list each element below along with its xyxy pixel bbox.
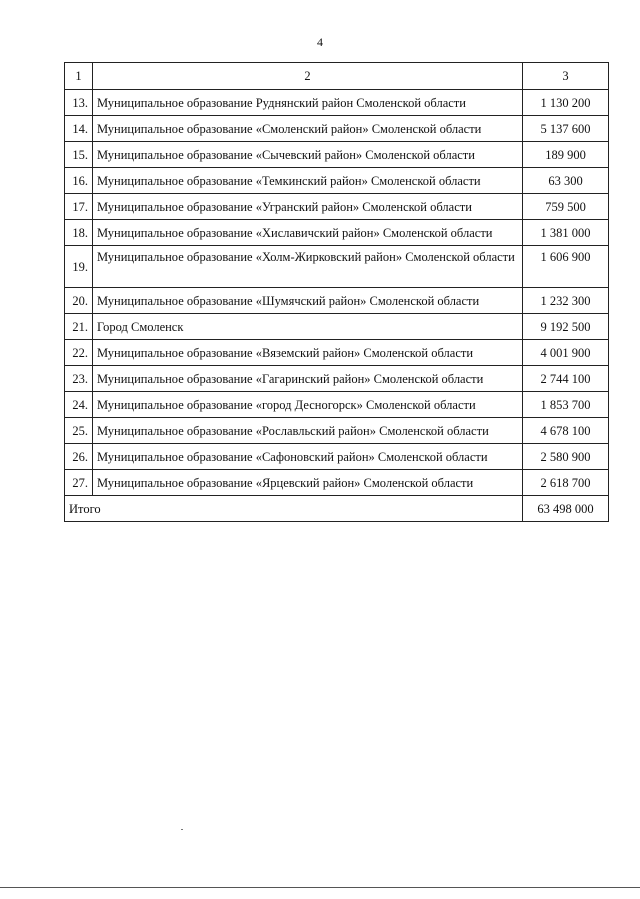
table-row	[65, 220, 609, 246]
table-row	[65, 116, 609, 142]
row-amount: 1 853 700	[523, 392, 609, 418]
row-number: 25.	[65, 418, 93, 444]
row-amount: 1 381 000	[523, 220, 609, 246]
table-row	[65, 288, 609, 314]
table-row	[65, 470, 609, 496]
row-amount: 1 606 900	[523, 246, 609, 288]
row-number: 21.	[65, 314, 93, 340]
row-amount: 2 580 900	[523, 444, 609, 470]
row-name: Муниципальное образование «Темкинский район» Смоленской области	[93, 168, 523, 194]
row-amount: 2 618 700	[523, 470, 609, 496]
row-amount: 2 744 100	[523, 366, 609, 392]
row-amount: 1 130 200	[523, 90, 609, 116]
row-number: 20.	[65, 288, 93, 314]
row-name: Муниципальное образование «город Десногорск» Смоленской области	[93, 392, 523, 418]
table-row	[65, 168, 609, 194]
row-number: 17.	[65, 194, 93, 220]
row-number: 14.	[65, 116, 93, 142]
table-row	[65, 366, 609, 392]
row-amount: 63 300	[523, 168, 609, 194]
row-number: 23.	[65, 366, 93, 392]
table-row	[65, 418, 609, 444]
allocation-table	[64, 62, 609, 522]
table-row	[65, 392, 609, 418]
page-bottom-rule	[0, 887, 640, 888]
column-header-name: 2	[93, 63, 523, 90]
row-amount: 9 192 500	[523, 314, 609, 340]
row-name: Город Смоленск	[93, 314, 523, 340]
row-number: 19.	[65, 246, 93, 288]
row-amount: 5 137 600	[523, 116, 609, 142]
table-row	[65, 194, 609, 220]
row-amount: 4 678 100	[523, 418, 609, 444]
scan-speck	[181, 829, 183, 830]
total-label: Итого	[65, 496, 523, 522]
row-name: Муниципальное образование «Вяземский район» Смоленской области	[93, 340, 523, 366]
row-amount: 189 900	[523, 142, 609, 168]
table-row	[65, 142, 609, 168]
row-name: Муниципальное образование «Ярцевский район» Смоленской области	[93, 470, 523, 496]
row-amount: 759 500	[523, 194, 609, 220]
row-number: 18.	[65, 220, 93, 246]
row-number: 13.	[65, 90, 93, 116]
table-row	[65, 246, 609, 288]
page-number: 4	[317, 35, 323, 49]
row-amount: 4 001 900	[523, 340, 609, 366]
row-name: Муниципальное образование «Сычевский район» Смоленской области	[93, 142, 523, 168]
row-name: Муниципальное образование «Смоленский район» Смоленской области	[93, 116, 523, 142]
row-name: Муниципальное образование «Хиславичский район» Смоленской области	[93, 220, 523, 246]
row-name: Муниципальное образование «Холм-Жирковский район» Смоленской области	[93, 246, 523, 288]
table-header-row	[65, 63, 609, 90]
table-row	[65, 340, 609, 366]
row-number: 24.	[65, 392, 93, 418]
row-number: 22.	[65, 340, 93, 366]
row-number: 26.	[65, 444, 93, 470]
row-name: Муниципальное образование «Угранский район» Смоленской области	[93, 194, 523, 220]
column-header-number: 1	[65, 63, 93, 90]
table-row	[65, 444, 609, 470]
table-row	[65, 90, 609, 116]
row-name: Муниципальное образование «Рославльский район» Смоленской области	[93, 418, 523, 444]
column-header-amount: 3	[523, 63, 609, 90]
row-name: Муниципальное образование «Сафоновский район» Смоленской области	[93, 444, 523, 470]
table-row	[65, 314, 609, 340]
row-name: Муниципальное образование «Шумячский район» Смоленской области	[93, 288, 523, 314]
row-name: Муниципальное образование «Гагаринский район» Смоленской области	[93, 366, 523, 392]
row-number: 16.	[65, 168, 93, 194]
row-name: Муниципальное образование Руднянский район Смоленской области	[93, 90, 523, 116]
row-amount: 1 232 300	[523, 288, 609, 314]
row-number: 27.	[65, 470, 93, 496]
row-number: 15.	[65, 142, 93, 168]
total-amount: 63 498 000	[523, 496, 609, 522]
total-row	[65, 496, 609, 522]
